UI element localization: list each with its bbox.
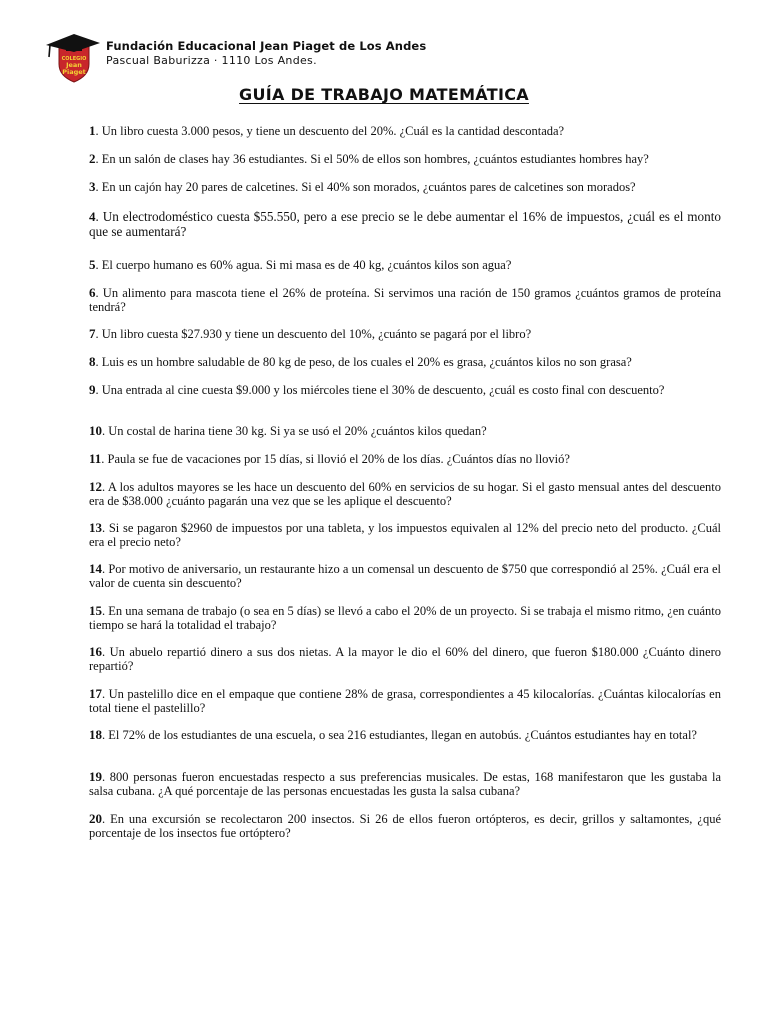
problem-text: . Luis es un hombre saludable de 80 kg de peso, de los cuales el 20% es grasa, ¿cuántos kilos no son grasa? xyxy=(95,355,632,369)
problem-text: . Un libro cuesta $27.930 y tiene un descuento del 10%, ¿cuánto se pagará por el libro? xyxy=(95,327,532,341)
problem-item xyxy=(89,258,721,272)
problem-text: . El cuerpo humano es 60% agua. Si mi masa es de 40 kg, ¿cuántos kilos son agua? xyxy=(95,258,512,272)
problem-number: 19 xyxy=(89,769,102,784)
problem-item xyxy=(89,286,721,314)
problem-number: 4 xyxy=(89,209,96,224)
institution-name: Fundación Educacional Jean Piaget de Los Andes xyxy=(106,39,427,53)
institution-block xyxy=(106,39,426,68)
problem-item xyxy=(89,645,721,673)
worksheet-title-text: GUÍA DE TRABAJO MATEMÁTICA xyxy=(239,85,529,104)
problem-number: 18 xyxy=(89,727,102,742)
problem-number: 12 xyxy=(89,479,102,494)
problem-number: 3 xyxy=(89,179,96,194)
problem-item xyxy=(89,180,721,194)
problem-text: . En una semana de trabajo (o sea en 5 días) se llevó a cabo el 20% de un proyecto. Si se trabaja el mismo ritmo, ¿en cuánto tiempo se hará la totalidad el trabajo? xyxy=(89,604,721,632)
problem-item xyxy=(89,604,721,632)
worksheet-title xyxy=(0,85,768,105)
problem-number: 1 xyxy=(89,123,96,138)
problem-text: . Por motivo de aniversario, un restaurante hizo a un comensal un descuento de $750 que correspondió al 25%. ¿Cuál era el valor de cuenta sin descuento? xyxy=(89,562,721,590)
problem-item xyxy=(89,424,721,438)
problem-item xyxy=(89,521,721,549)
problem-text: . Un electrodoméstico cuesta $55.550, pero a ese precio se le debe aumentar el 16% de impuestos, ¿cuál es el monto que se aumentará? xyxy=(89,209,721,239)
problem-number: 6 xyxy=(89,285,96,300)
problem-number: 8 xyxy=(89,354,96,369)
problem-item xyxy=(89,480,721,508)
problem-text: . Un abuelo repartió dinero a sus dos nietas. A la mayor le dio el 60% del dinero, que fueron $180.000 ¿Cuánto dinero repartió? xyxy=(89,645,721,673)
problem-text: . En una excursión se recolectaron 200 insectos. Si 26 de ellos fueron ortópteros, es decir, grillos y saltamontes, ¿qué porcentaje de los insectos fue ortóptero? xyxy=(89,812,721,840)
crest-text-mid: Jean xyxy=(66,61,82,69)
problem-item xyxy=(89,383,721,397)
problem-item xyxy=(89,687,721,715)
problem-item xyxy=(89,209,721,239)
problem-text: . Una entrada al cine cuesta $9.000 y los miércoles tiene el 30% de descuento, ¿cuál es costo final con descuento? xyxy=(95,383,665,397)
problem-item xyxy=(89,562,721,590)
problem-item xyxy=(89,355,721,369)
crest-text-top: COLEGIO xyxy=(61,56,87,62)
problem-number: 20 xyxy=(89,811,102,826)
cap-tassel xyxy=(49,45,50,57)
problem-text: . Un libro cuesta 3.000 pesos, y tiene un descuento del 20%. ¿Cuál es la cantidad descontada? xyxy=(95,124,565,138)
problem-item xyxy=(89,452,721,466)
problem-item xyxy=(89,124,721,138)
problem-text: . Un pastelillo dice en el empaque que contiene 28% de grasa, correspondientes a 45 kilocalorías. ¿Cuántas kilocalorías en total tiene el pastelillo? xyxy=(89,687,721,715)
problem-text: . En un cajón hay 20 pares de calcetines. Si el 40% son morados, ¿cuántos pares de calcetines son morados? xyxy=(95,180,636,194)
problem-item xyxy=(89,327,721,341)
problem-item xyxy=(89,770,721,798)
problem-item xyxy=(89,812,721,840)
problem-text: . Paula se fue de vacaciones por 15 días, si llovió el 20% de los días. ¿Cuántos días no llovió? xyxy=(101,452,570,466)
problem-number: 11 xyxy=(89,451,102,466)
problem-text: . 800 personas fueron encuestadas respecto a sus preferencias musicales. De estas, 168 manifestaron que les gustaba la salsa cubana. ¿A qué porcentaje de las personas encuestadas les gusta la salsa cubana? xyxy=(89,770,721,798)
problem-number: 10 xyxy=(89,423,102,438)
problem-item xyxy=(89,152,721,166)
problem-number: 16 xyxy=(89,644,102,659)
crest-text-bottom: Piaget xyxy=(62,68,86,76)
page-header xyxy=(44,30,744,84)
problem-item xyxy=(89,728,721,742)
problem-text: . Si se pagaron $2960 de impuestos por una tableta, y los impuestos equivalen al 12% del precio neto del producto. ¿Cuál era el precio neto? xyxy=(89,521,721,549)
problem-number: 13 xyxy=(89,520,102,535)
problem-number: 15 xyxy=(89,603,102,618)
problem-number: 2 xyxy=(89,151,96,166)
problem-text: . En un salón de clases hay 36 estudiantes. Si el 50% de ellos son hombres, ¿cuántos estudiantes hombres hay? xyxy=(95,152,649,166)
problem-text: . A los adultos mayores se les hace un descuento del 60% en servicios de su hogar. Si el gasto mensual antes del descuento era de $38.000 ¿cuánto pagarán una vez que se les aplique el descuento? xyxy=(89,480,721,508)
problem-text: . Un alimento para mascota tiene el 26% de proteína. Si servimos una ración de 150 gramos ¿cuántos gramos de proteína tendrá? xyxy=(89,286,721,314)
institution-address: Pascual Baburizza · 1110 Los Andes. xyxy=(106,54,317,67)
cap-band xyxy=(66,46,82,51)
problem-text: . El 72% de los estudiantes de una escuela, o sea 216 estudiantes, llegan en autobús. ¿Cuántos estudiantes hay en total? xyxy=(102,728,697,742)
problem-number: 7 xyxy=(89,326,96,341)
problem-number: 14 xyxy=(89,561,102,576)
problem-number: 9 xyxy=(89,382,96,397)
school-crest-logo xyxy=(44,30,102,84)
problem-number: 5 xyxy=(89,257,96,272)
problem-text: . Un costal de harina tiene 30 kg. Si ya se usó el 20% ¿cuántos kilos quedan? xyxy=(102,424,487,438)
problem-number: 17 xyxy=(89,686,102,701)
